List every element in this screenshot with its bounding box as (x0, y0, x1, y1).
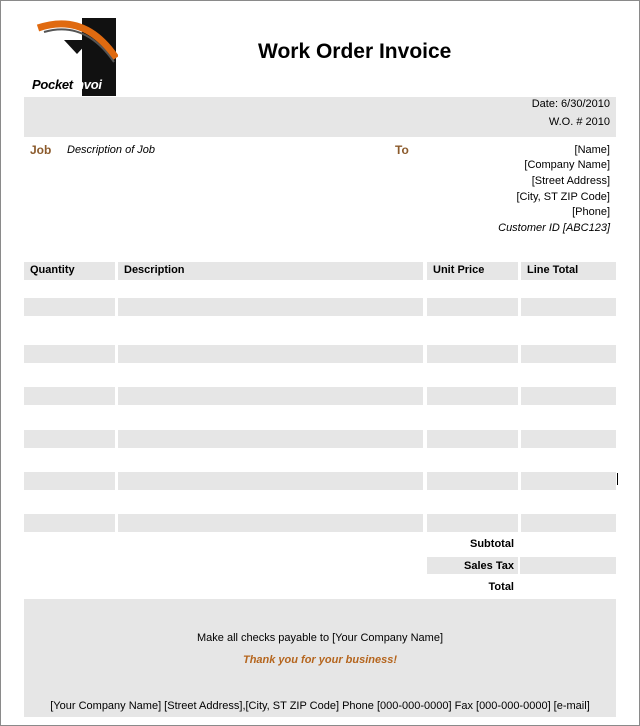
work-order-number: W.O. # 2010 (548, 116, 610, 128)
to-company: [Company Name] (524, 159, 610, 171)
table-cell[interactable] (427, 472, 518, 490)
table-cell[interactable] (521, 430, 616, 448)
thank-you-note: Thank you for your business! (242, 654, 398, 666)
subtotal-label: Subtotal (470, 538, 514, 550)
checks-payable-note: Make all checks payable to [Your Company Name] (197, 632, 443, 644)
table-cell[interactable] (521, 387, 616, 405)
sales-tax-value[interactable] (520, 557, 616, 574)
text-cursor (617, 473, 618, 485)
table-cell[interactable] (24, 387, 115, 405)
invoice-date: Date: 6/30/2010 (531, 98, 610, 110)
to-phone: [Phone] (572, 206, 610, 218)
header-quantity: Quantity (24, 262, 115, 280)
table-cell[interactable] (24, 298, 115, 316)
table-cell[interactable] (118, 430, 423, 448)
table-cell[interactable] (24, 345, 115, 363)
table-cell[interactable] (521, 345, 616, 363)
table-cell[interactable] (24, 514, 115, 532)
to-city: [City, ST ZIP Code] (516, 191, 610, 203)
table-cell[interactable] (24, 472, 115, 490)
table-cell[interactable] (521, 472, 616, 490)
to-street: [Street Address] (531, 175, 610, 187)
table-cell[interactable] (118, 345, 423, 363)
table-cell[interactable] (427, 387, 518, 405)
table-cell[interactable] (427, 345, 518, 363)
header-band (24, 97, 616, 137)
logo-text: PocketInvoi (32, 77, 102, 92)
table-cell[interactable] (427, 514, 518, 532)
table-cell[interactable] (521, 298, 616, 316)
table-cell[interactable] (118, 298, 423, 316)
table-cell[interactable] (118, 514, 423, 532)
to-label: To (395, 143, 409, 157)
table-cell[interactable] (118, 472, 423, 490)
table-cell[interactable] (521, 514, 616, 532)
table-cell[interactable] (118, 387, 423, 405)
job-description: Description of Job (67, 144, 156, 156)
to-name: [Name] (574, 144, 610, 156)
page-title: Work Order Invoice (258, 40, 452, 63)
customer-id: Customer ID [ABC123] (498, 222, 610, 234)
total-label: Total (488, 581, 514, 593)
table-cell[interactable] (24, 430, 115, 448)
sales-tax-label: Sales Tax (464, 560, 514, 572)
header-line-total: Line Total (521, 262, 616, 280)
header-unit-price: Unit Price (427, 262, 518, 280)
table-cell[interactable] (427, 430, 518, 448)
job-label: Job (30, 143, 52, 157)
header-description: Description (118, 262, 423, 280)
table-cell[interactable] (427, 298, 518, 316)
company-contact-line: [Your Company Name] [Street Address],[City, ST ZIP Code] Phone [000-000-0000] Fax [000-000-0000] [e-mail] (50, 700, 590, 712)
